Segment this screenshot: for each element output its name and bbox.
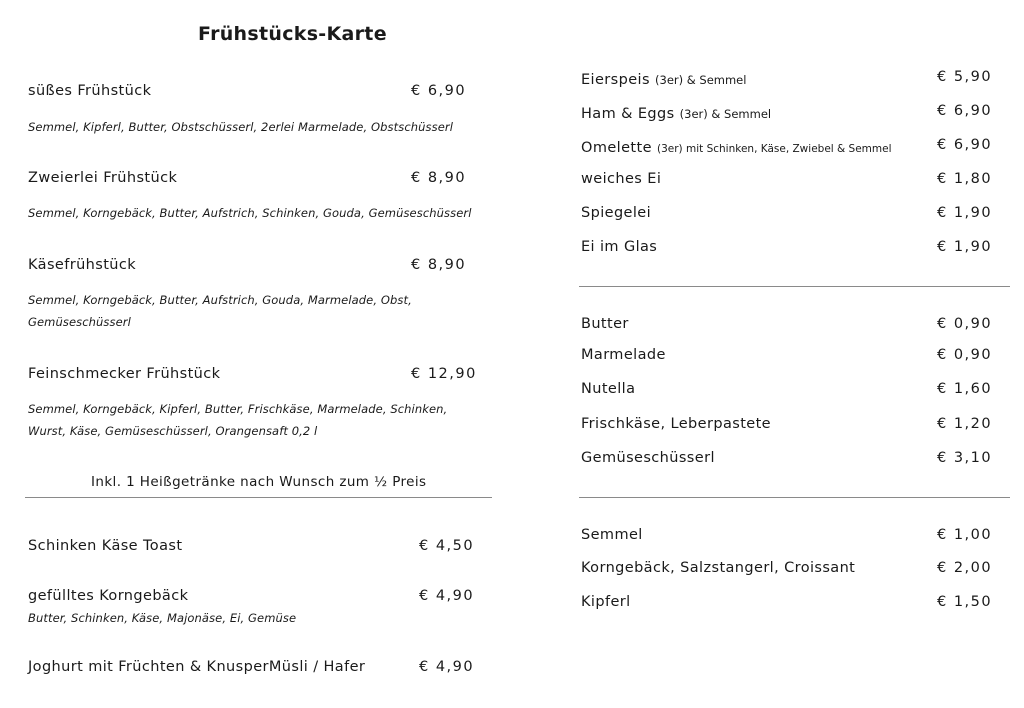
item-price: € 1,00: [937, 527, 993, 543]
item-price: € 4,50: [419, 538, 475, 554]
item-price: € 1,90: [937, 239, 993, 255]
item-price: € 1,60: [937, 381, 993, 397]
item-price: € 6,90: [411, 83, 467, 99]
item-name: Kipferl: [581, 594, 631, 610]
divider: [579, 497, 1010, 498]
item-price: € 4,90: [419, 659, 475, 675]
item-name: Feinschmecker Frühstück: [28, 366, 221, 382]
item-detail: (3er) & Semmel: [655, 73, 747, 87]
hot-drink-note: Inkl. 1 Heißgetränke nach Wunsch zum ½ Preis: [91, 474, 427, 490]
item-description: Butter, Schinken, Käse, Majonäse, Ei, Gemüse: [28, 611, 297, 625]
item-name: Gemüseschüsserl: [581, 450, 715, 466]
item-price: € 3,10: [937, 450, 993, 466]
item-description: Semmel, Kipferl, Butter, Obstschüsserl, 2erlei Marmelade, Obstschüsserl: [28, 120, 454, 134]
item-detail: (3er) mit Schinken, Käse, Zwiebel & Semmel: [657, 143, 892, 155]
item-name: Butter: [581, 316, 629, 332]
item-price: € 8,90: [411, 170, 467, 186]
item-name: Omelette: [581, 140, 652, 156]
item-name: Ham & Eggs: [581, 106, 675, 122]
item-description: Wurst, Käse, Gemüseschüsserl, Orangensaft 0,2 l: [28, 424, 318, 438]
item-name: Käsefrühstück: [28, 257, 137, 273]
item-name: gefülltes Korngebäck: [28, 588, 189, 604]
item-price: € 8,90: [411, 257, 467, 273]
item-price: € 2,00: [937, 560, 993, 576]
item-name: Ei im Glas: [581, 239, 658, 255]
menu-title: Frühstücks-Karte: [198, 23, 387, 45]
item-name: Semmel: [581, 527, 643, 543]
item-name: Marmelade: [581, 347, 666, 363]
item-price: € 12,90: [411, 366, 477, 382]
item-price: € 0,90: [937, 316, 993, 332]
item-price: € 1,50: [937, 594, 993, 610]
item-name: Frischkäse, Leberpastete: [581, 416, 772, 432]
item-name: Joghurt mit Früchten & KnusperMüsli / Hafer: [28, 659, 366, 675]
item-name: Nutella: [581, 381, 636, 397]
divider: [25, 497, 492, 498]
menu-row: [581, 137, 892, 156]
item-price: € 0,90: [937, 347, 993, 363]
item-price: € 6,90: [937, 103, 993, 119]
item-name: Eierspeis: [581, 72, 650, 88]
item-price: € 5,90: [937, 69, 993, 85]
item-detail: (3er) & Semmel: [679, 107, 772, 121]
item-price: € 1,90: [937, 205, 993, 221]
item-description: Semmel, Korngebäck, Kipferl, Butter, Frischkäse, Marmelade, Schinken,: [28, 402, 448, 416]
item-name: Schinken Käse Toast: [28, 538, 183, 554]
item-description: Gemüseschüsserl: [28, 315, 131, 329]
item-price: € 4,90: [419, 588, 475, 604]
item-name: weiches Ei: [581, 171, 662, 187]
menu-row: [581, 103, 771, 122]
item-name: Zweierlei Frühstück: [28, 170, 178, 186]
divider: [579, 286, 1010, 287]
item-description: Semmel, Korngebäck, Butter, Aufstrich, Schinken, Gouda, Gemüseschüsserl: [28, 206, 472, 220]
menu-row: [581, 69, 746, 88]
item-name: Spiegelei: [581, 205, 652, 221]
item-description: Semmel, Korngebäck, Butter, Aufstrich, Gouda, Marmelade, Obst,: [28, 293, 412, 307]
item-price: € 6,90: [937, 137, 993, 153]
item-price: € 1,20: [937, 416, 993, 432]
item-name: süßes Frühstück: [28, 83, 152, 99]
item-name: Korngebäck, Salzstangerl, Croissant: [581, 560, 856, 576]
item-price: € 1,80: [937, 171, 993, 187]
